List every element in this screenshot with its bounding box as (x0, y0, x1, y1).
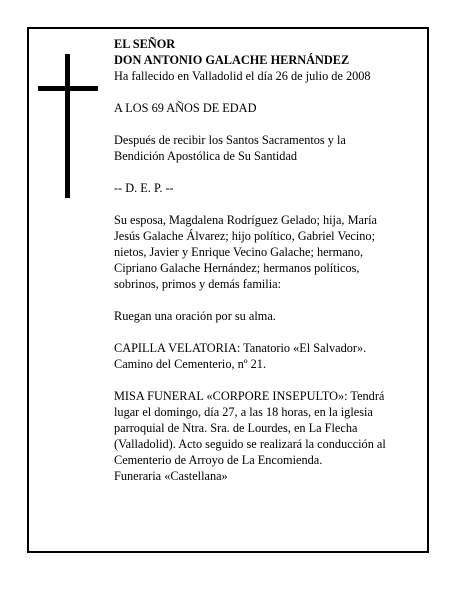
chapel-paragraph (114, 340, 424, 372)
cross-icon-bar (38, 86, 98, 91)
sacraments-line: Bendición Apostólica de Su Santidad (114, 149, 298, 163)
rip-text: -- D. E. P. -- (114, 181, 174, 195)
notice-title: EL SEÑOR (114, 37, 176, 51)
sacraments-line: Después de recibir los Santos Sacramentos y la (114, 133, 346, 147)
family-line: Cipriano Galache Hernández; hermanos políticos, (114, 261, 360, 275)
mass-line: lugar el domingo, día 27, a las 18 horas, en la iglesia (114, 405, 373, 419)
family-line: nietos, Javier y Enrique Vecino Galache; hermano, (114, 245, 364, 259)
mass-paragraph (114, 388, 424, 468)
mass-line: parroquial de Ntra. Sra. de Lourdes, en La Flecha (114, 421, 358, 435)
family-paragraph (114, 212, 424, 292)
mass-line: MISA FUNERAL «CORPORE INSEPULTO»: Tendrá (114, 389, 385, 403)
chapel-line: CAPILLA VELATORIA: Tanatorio «El Salvador». (114, 341, 367, 355)
cross-icon (65, 54, 70, 198)
sacraments-paragraph (114, 132, 424, 164)
age-statement: A LOS 69 AÑOS DE EDAD (114, 101, 257, 115)
chapel-line: Camino del Cementerio, nº 21. (114, 357, 267, 371)
funeral-home: Funeraria «Castellana» (114, 469, 228, 483)
death-statement: Ha fallecido en Valladolid el día 26 de julio de 2008 (114, 69, 371, 83)
obituary-text (114, 36, 424, 484)
deceased-name: DON ANTONIO GALACHE HERNÁNDEZ (114, 53, 350, 67)
family-line: Jesús Galache Álvarez; hijo político, Gabriel Vecino; (114, 229, 376, 243)
prayer-request: Ruegan una oración por su alma. (114, 309, 276, 323)
family-line: sobrinos, primos y demás familia: (114, 277, 282, 291)
mass-line: (Valladolid). Acto seguido se realizará la conducción al (114, 437, 386, 451)
family-line: Su esposa, Magdalena Rodríguez Gelado; hija, María (114, 213, 377, 227)
mass-line: Cementerio de Arroyo de La Encomienda. (114, 453, 323, 467)
